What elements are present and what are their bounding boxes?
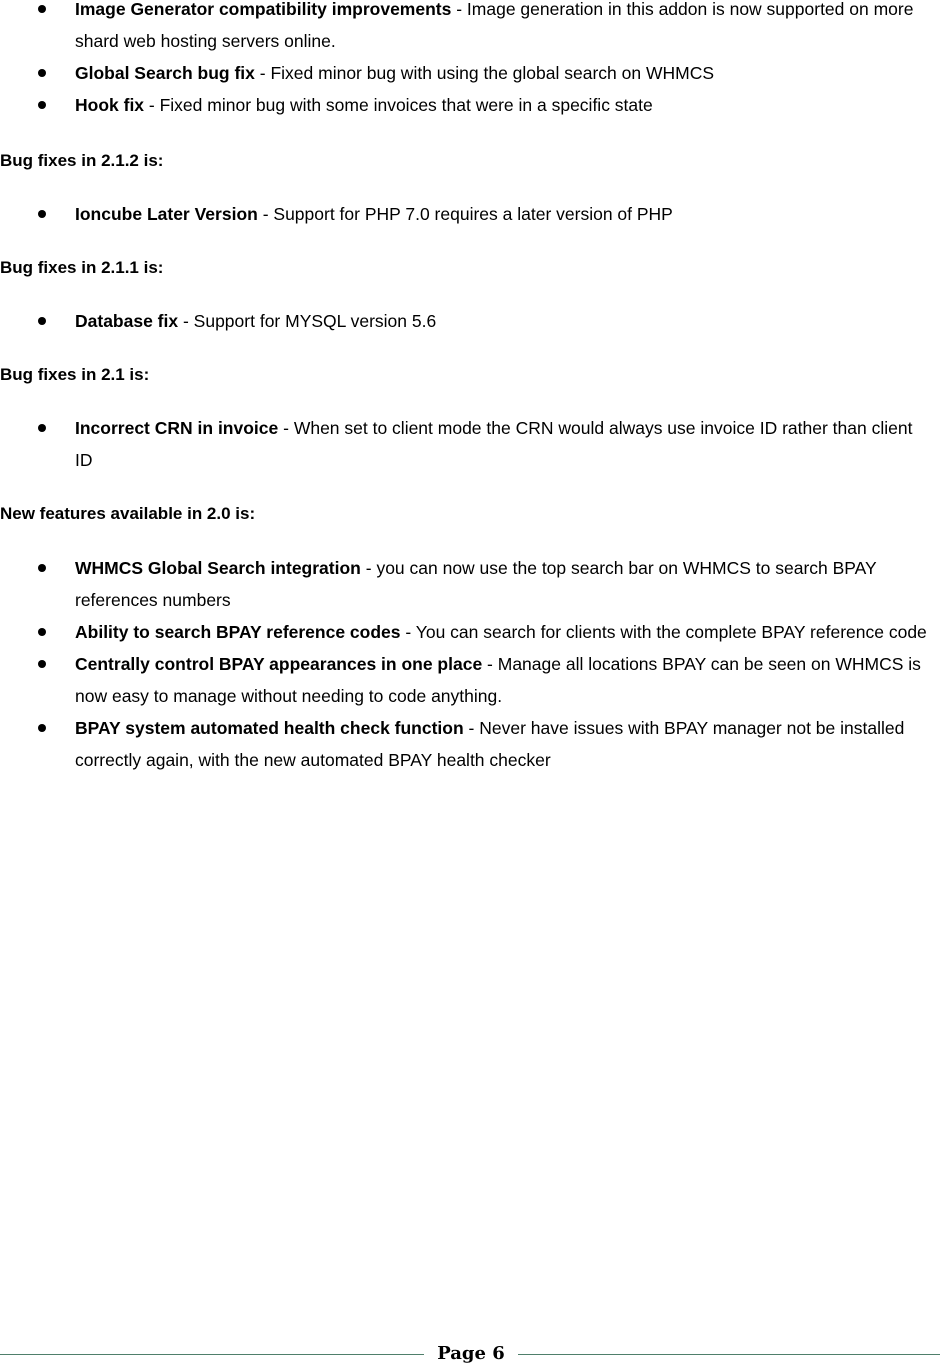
item-description: When set to client mode the CRN would always use invoice ID rather than client ID	[75, 418, 913, 470]
item-separator: -	[482, 654, 498, 674]
item-separator: -	[463, 718, 480, 738]
item-description: Image generation in this addon is now supported on more shard web hosting servers online.	[75, 0, 914, 51]
section-heading: Bug fixes in 2.1.1 is:	[0, 258, 164, 277]
item-separator: -	[254, 63, 271, 83]
item-title: Global Search bug fix	[75, 63, 255, 83]
bullet-icon	[38, 564, 46, 572]
item-description: you can now use the top search bar on WHMCS to search BPAY references numbers	[75, 558, 877, 610]
bullet-list	[0, 198, 940, 230]
list-item	[0, 0, 940, 57]
list-item	[0, 616, 940, 648]
item-title: Incorrect CRN in invoice	[75, 418, 279, 438]
item-title: Image Generator compatibility improvements	[75, 0, 452, 19]
item-title: WHMCS Global Search integration	[75, 558, 361, 578]
item-description: Support for PHP 7.0 requires a later version of PHP	[273, 204, 673, 224]
item-description: Never have issues with BPAY manager not be installed correctly again, with the new automated BPAY health checker	[75, 718, 905, 770]
list-item	[0, 552, 940, 616]
list-item	[0, 648, 940, 712]
item-title: Hook fix	[75, 95, 145, 115]
item-description: Fixed minor bug with using the global search on WHMCS	[270, 63, 715, 83]
item-separator: -	[451, 0, 467, 19]
bullet-icon	[38, 317, 46, 325]
footer-rule-right	[518, 1354, 940, 1355]
section-heading: New features available in 2.0 is:	[0, 504, 256, 523]
item-separator: -	[400, 622, 416, 642]
section-heading: Bug fixes in 2.1.2 is:	[0, 151, 164, 170]
bullet-list	[0, 412, 940, 476]
bullet-list	[0, 552, 940, 776]
item-separator: -	[178, 311, 194, 331]
bullet-icon	[38, 5, 46, 13]
item-separator: -	[257, 204, 274, 224]
item-title: Ioncube Later Version	[75, 204, 258, 224]
page-footer	[0, 1342, 940, 1366]
item-title: Centrally control BPAY appearances in one place	[75, 654, 483, 674]
bullet-icon	[38, 660, 46, 668]
item-separator: -	[144, 95, 160, 115]
bullet-icon	[38, 628, 46, 636]
item-title: Ability to search BPAY reference codes	[75, 622, 401, 642]
page-number: Page 6	[437, 1343, 505, 1364]
bullet-icon	[38, 101, 46, 109]
list-item	[0, 89, 940, 121]
list-item	[0, 412, 940, 476]
section-heading: Bug fixes in 2.1 is:	[0, 365, 150, 384]
item-title: Database fix	[75, 311, 179, 331]
bullet-icon	[38, 724, 46, 732]
item-separator: -	[278, 418, 294, 438]
bullet-icon	[38, 210, 46, 218]
list-item	[0, 712, 940, 776]
bullet-list	[0, 0, 940, 121]
item-description: Fixed minor bug with some invoices that were in a specific state	[159, 95, 653, 115]
bullet-icon	[38, 424, 46, 432]
list-item	[0, 305, 940, 337]
list-item	[0, 198, 940, 230]
item-title: BPAY system automated health check function	[75, 718, 464, 738]
item-description: Support for MYSQL version 5.6	[193, 311, 437, 331]
bullet-icon	[38, 69, 46, 77]
item-description: Manage all locations BPAY can be seen on WHMCS is now easy to manage without needing to code anything.	[75, 654, 921, 706]
item-separator: -	[360, 558, 377, 578]
item-description: You can search for clients with the complete BPAY reference code	[415, 622, 927, 642]
bullet-list	[0, 305, 940, 337]
footer-rule-left	[0, 1354, 424, 1355]
list-item	[0, 57, 940, 89]
